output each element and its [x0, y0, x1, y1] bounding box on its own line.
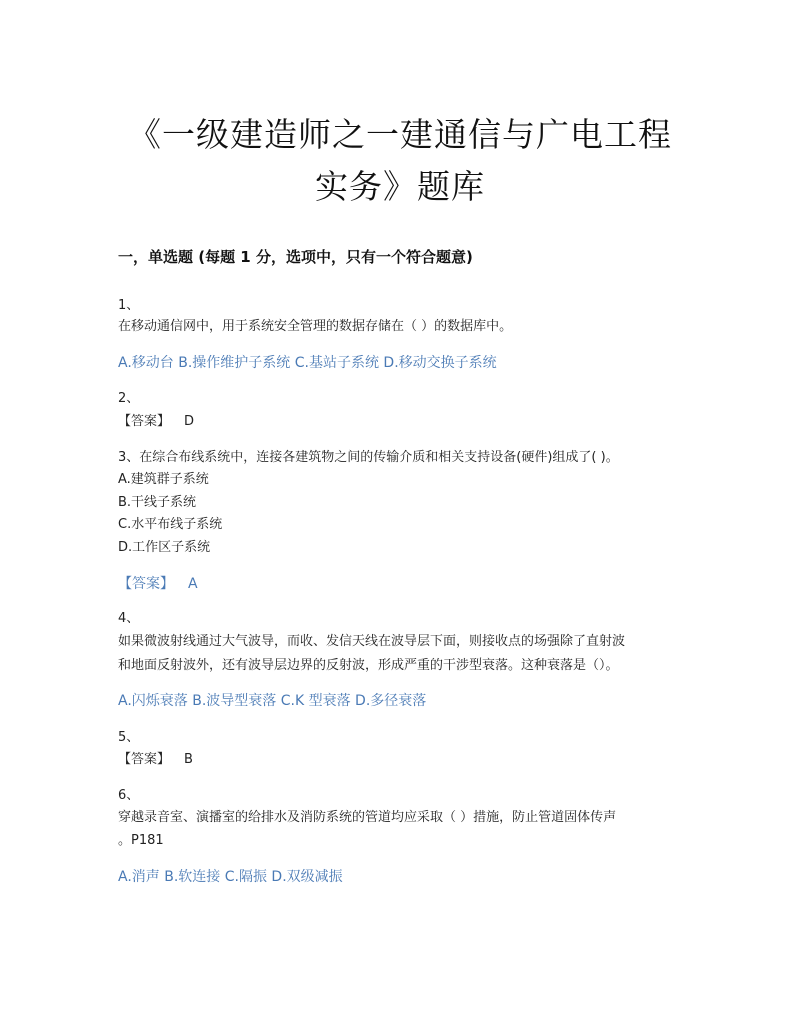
question-6-text-line2: 。P181	[118, 833, 164, 848]
question-6-text-line1: 穿越录音室、演播室的给排水及消防系统的管道均应采取（ ）措施，防止管道固体传声	[118, 810, 617, 825]
question-3-option-c: C.水平布线子系统	[118, 517, 223, 532]
question-3-option-b: B.干线子系统	[118, 495, 197, 510]
question-4-text-line2: 和地面反射波外，还有波导层边界的反射波，形成严重的干涉型衰落。这种衰落是（）。	[118, 658, 619, 673]
question-4-text-line1: 如果微波射线通过大气波导，而收、发信天线在波导层下面，则接收点的场强除了直射波	[118, 634, 626, 649]
answer-value: D	[184, 414, 195, 429]
question-1-number: 1、	[118, 298, 140, 313]
document-title-line1: 《一级建造师之一建通信与广电工程	[128, 115, 672, 154]
answer-label: 【答案】	[118, 752, 171, 767]
answer-label: 【答案】	[118, 414, 171, 429]
question-1-text: 在移动通信网中，用于系统安全管理的数据存储在（ ）的数据库中。	[118, 319, 513, 334]
question-3-text: 3、在综合布线系统中，连接各建筑物之间的传输介质和相关支持设备(硬件)组成了( )。	[118, 450, 619, 465]
question-1-options: A.移动台 B.操作维护子系统 C.基站子系统 D.移动交换子系统	[118, 355, 497, 371]
section-heading: 一，单选题 (每题 1 分，选项中，只有一个符合题意)	[118, 248, 473, 266]
answer-label: 【答案】	[118, 576, 174, 592]
question-5-answer	[118, 751, 193, 769]
question-6-number: 6、	[118, 788, 140, 803]
question-2-number: 2、	[118, 391, 140, 406]
question-5-number: 5、	[118, 730, 140, 745]
question-2-answer	[118, 413, 194, 431]
document-title-line2: 实务》题库	[315, 167, 485, 206]
question-3-answer	[118, 575, 198, 593]
question-3-option-d: D.工作区子系统	[118, 540, 211, 555]
question-3-option-a: A.建筑群子系统	[118, 472, 209, 487]
answer-value: B	[184, 752, 193, 767]
question-6-options: A.消声 B.软连接 C.隔振 D.双级减振	[118, 869, 343, 885]
question-4-options: A.闪烁衰落 B.波导型衰落 C.K 型衰落 D.多径衰落	[118, 693, 427, 709]
question-4-number: 4、	[118, 611, 140, 626]
answer-value: A	[188, 576, 198, 592]
